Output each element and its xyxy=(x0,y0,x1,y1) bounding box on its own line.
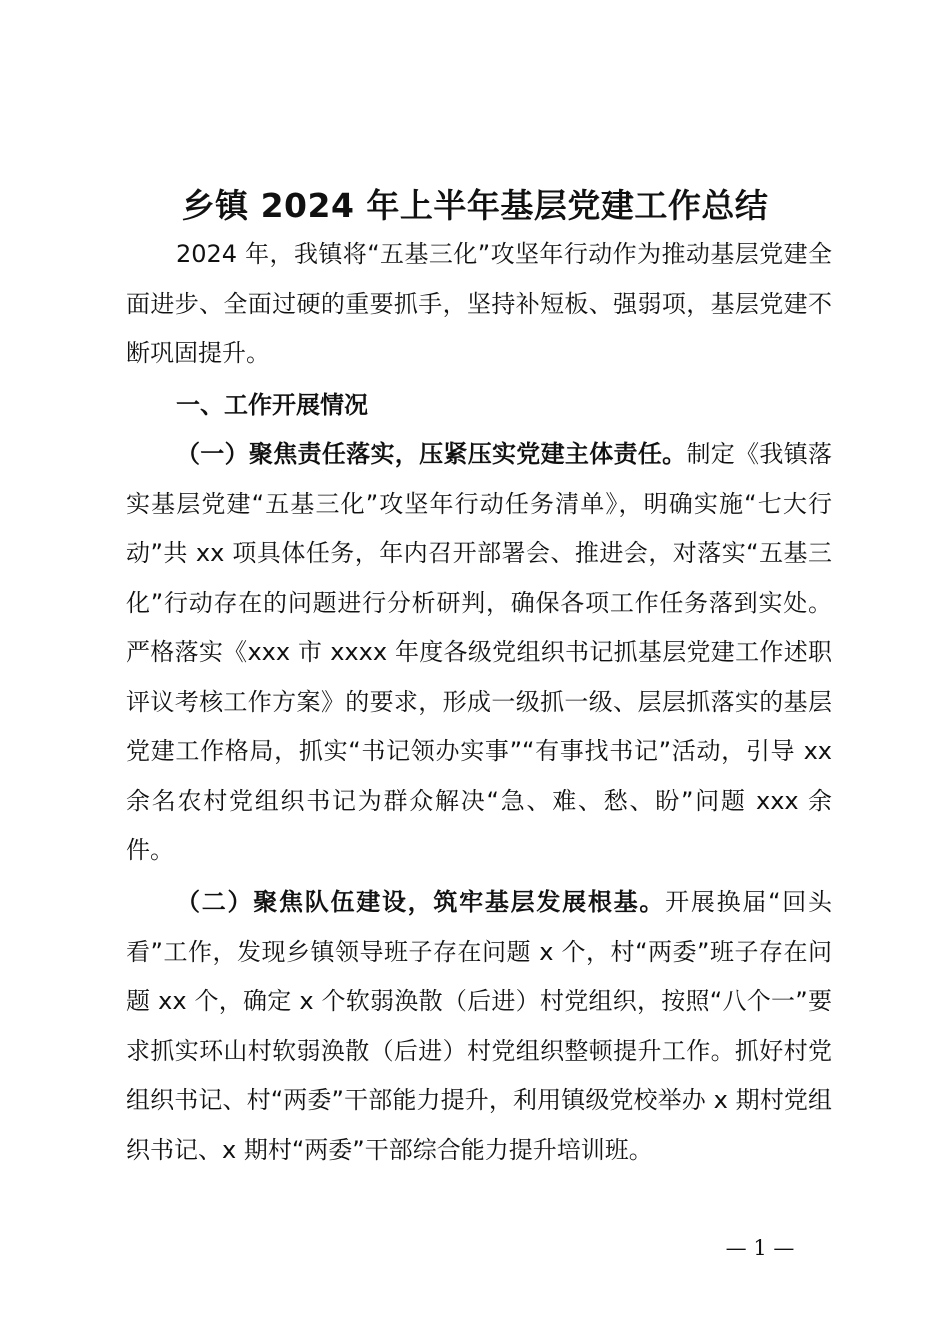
document-title: 乡镇 2024 年上半年基层党建工作总结 xyxy=(181,186,769,225)
page-number: — 1 — xyxy=(725,1236,795,1260)
item-2-lead: （二）聚焦队伍建设，筑牢基层发展根基。 xyxy=(176,888,666,916)
item-1-paragraph xyxy=(126,430,832,876)
item-1-lead: （一）聚焦责任落实，压紧压实党建主体责任。 xyxy=(176,440,687,468)
item-2-body: 开展换届“回头看”工作，发现乡镇领导班子存在问题 x 个，村“两委”班子存在问题 xx 个，确定 x 个软弱涣散（后进）村党组织，按照“八个一”要求抓实环山村软弱涣散（后进）村党组织整顿提升工作。抓好村党组织书记、村“两委”干部能力提升，利用镇级党校举办 x 期村党组织书记、x 期村“两委”干部综合能力提升培训班。 xyxy=(126,888,832,1164)
section-heading: 一、工作开展情况 xyxy=(176,391,368,419)
intro-paragraph: 2024 年，我镇将“五基三化”攻坚年行动作为推动基层党建全面进步、全面过硬的重要抓手，坚持补短板、强弱项，基层党建不断巩固提升。 xyxy=(126,240,832,367)
item-2-paragraph xyxy=(126,878,832,1175)
item-1-body: 制定《我镇落实基层党建“五基三化”攻坚年行动任务清单》，明确实施“七大行动”共 xx 项具体任务，年内召开部署会、推进会，对落实“五基三化”行动存在的问题进行分析研判，确保各项工作任务落到实处。严格落实《xxx 市 xxxx 年度各级党组织书记抓基层党建工作述职评议考核工作方案》的要求，形成一级抓一级、层层抓落实的基层党建工作格局，抓实“书记领办实事”“有事找书记”活动，引导 xx 余名农村党组织书记为群众解决“急、难、愁、盼”问题 xxx 余件。 xyxy=(126,440,833,864)
